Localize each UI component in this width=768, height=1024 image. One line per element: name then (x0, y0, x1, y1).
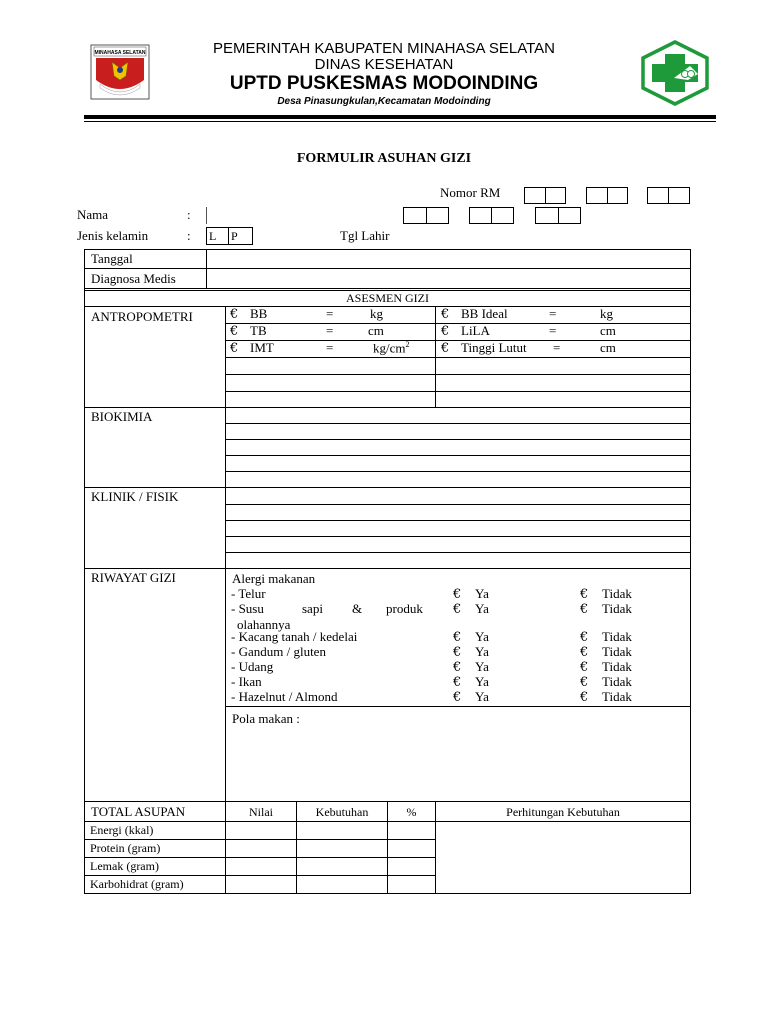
ya-telur-label: Ya (475, 586, 489, 601)
ya-ikan-checkbox-icon[interactable]: € (453, 675, 462, 690)
tidak-udang-checkbox-icon[interactable]: € (580, 660, 589, 675)
biokimia-label: BIOKIMIA (91, 409, 153, 424)
tanggal-label: Tanggal (91, 251, 133, 266)
total-asupan-label: TOTAL ASUPAN (91, 804, 186, 819)
pola-makan-label: Pola makan : (232, 711, 300, 726)
option-ya-kacang[interactable] (453, 629, 489, 645)
tb-label: TB (250, 323, 267, 338)
lila-eq: = (549, 323, 557, 338)
header-line-institution: UPTD PUSKESMAS MODOINDING (229, 73, 539, 94)
checkbox-bb-ideal-icon[interactable]: € (441, 307, 450, 322)
nama-field[interactable] (206, 207, 207, 224)
regency-logo-text: MINAHASA SELATAN (94, 50, 146, 56)
nutrient-energi: Energi (kkal) (90, 823, 154, 837)
tidak-hazelnut-label: Tidak (602, 689, 632, 704)
header-address: Desa Pinasungkulan,Kecamatan Modoinding (277, 96, 491, 107)
diagnosa-field[interactable] (207, 269, 690, 288)
tidak-susu-checkbox-icon[interactable]: € (580, 602, 589, 617)
anthro-row-tinggi-lutut[interactable] (441, 340, 616, 356)
ya-susu-checkbox-icon[interactable]: € (453, 602, 462, 617)
klinik-fisik-field[interactable] (226, 488, 690, 568)
ya-hazelnut-label: Ya (475, 689, 489, 704)
gender-l-option[interactable]: L (209, 229, 217, 243)
checkbox-imt-icon[interactable]: € (230, 341, 239, 356)
allergy-susu-word-2: sapi (302, 601, 323, 616)
option-tidak-gandum[interactable] (580, 644, 632, 660)
option-ya-ikan[interactable] (453, 674, 489, 690)
allergy-susu-word-1: - Susu (231, 601, 264, 616)
bb-ideal-unit: kg (600, 306, 613, 321)
ya-udang-label: Ya (475, 659, 489, 674)
imt-unit-sup: 2 (405, 340, 410, 349)
allergy-gandum: - Gandum / gluten (231, 644, 326, 659)
nama-colon: : (187, 207, 191, 222)
checkbox-lila-icon[interactable]: € (441, 324, 450, 339)
date-box-3[interactable] (535, 207, 581, 224)
option-tidak-hazelnut[interactable] (580, 689, 632, 705)
bb-ideal-label: BB Ideal (461, 306, 508, 321)
allergy-ikan: - Ikan (231, 674, 262, 689)
tgl-lahir-label: Tgl Lahir (340, 228, 390, 243)
date-box-2[interactable] (469, 207, 514, 224)
header-divider (84, 115, 716, 119)
allergy-kacang: - Kacang tanah / kedelai (231, 629, 358, 644)
bb-label: BB (250, 306, 268, 321)
tanggal-field[interactable] (207, 250, 690, 268)
jenis-kelamin-colon: : (187, 228, 191, 243)
tidak-kacang-checkbox-icon[interactable]: € (580, 630, 589, 645)
rm-box-3[interactable] (647, 187, 690, 204)
option-tidak-udang[interactable] (580, 659, 632, 675)
tidak-gandum-checkbox-icon[interactable]: € (580, 645, 589, 660)
bb-ideal-eq: = (549, 306, 557, 321)
tinggi-lutut-label: Tinggi Lutut (461, 340, 527, 355)
ya-susu-label: Ya (475, 601, 489, 616)
allergy-udang: - Udang (231, 659, 274, 674)
antropometri-label: ANTROPOMETRI (91, 309, 193, 324)
ya-telur-checkbox-icon[interactable]: € (453, 587, 462, 602)
ya-hazelnut-checkbox-icon[interactable]: € (453, 690, 462, 705)
rm-box-2[interactable] (586, 187, 628, 204)
kebutuhan-header: Kebutuhan (315, 805, 369, 819)
tinggi-lutut-unit: cm (600, 340, 616, 355)
tidak-telur-label: Tidak (602, 586, 632, 601)
lila-label: LiLA (461, 323, 490, 338)
anthro-row-lila[interactable] (441, 323, 616, 339)
biokimia-field[interactable] (226, 408, 690, 487)
anthro-row-imt[interactable] (230, 340, 430, 356)
asesmen-gizi-header: ASESMEN GIZI (346, 291, 429, 305)
header-line-government: PEMERINTAH KABUPATEN MINAHASA SELATAN (212, 40, 555, 57)
pola-makan-field[interactable] (226, 726, 690, 800)
tidak-gandum-label: Tidak (602, 644, 632, 659)
tidak-ikan-label: Tidak (602, 674, 632, 689)
checkbox-bb-icon[interactable]: € (230, 307, 239, 322)
imt-unit: kg/cm (373, 340, 406, 356)
percent-header: % (406, 805, 417, 819)
imt-eq: = (326, 340, 334, 355)
klinik-fisik-label: KLINIK / FISIK (91, 489, 179, 504)
perhitungan-header: Perhitungan Kebutuhan (506, 805, 620, 819)
option-ya-hazelnut[interactable] (453, 689, 489, 705)
nutrient-karbohidrat: Karbohidrat (gram) (90, 877, 184, 891)
allergy-hazelnut: - Hazelnut / Almond (231, 689, 338, 704)
nutrient-lemak: Lemak (gram) (90, 859, 159, 873)
tidak-telur-checkbox-icon[interactable]: € (580, 587, 589, 602)
tb-unit: cm (368, 323, 384, 338)
date-box-1[interactable] (403, 207, 449, 224)
allergy-telur: - Telur (231, 586, 266, 601)
tidak-ikan-checkbox-icon[interactable]: € (580, 675, 589, 690)
nilai-header: Nilai (249, 805, 273, 819)
ya-kacang-checkbox-icon[interactable]: € (453, 630, 462, 645)
tidak-hazelnut-checkbox-icon[interactable]: € (580, 690, 589, 705)
tidak-udang-label: Tidak (602, 659, 632, 674)
gender-selector[interactable] (206, 227, 253, 245)
option-tidak-telur[interactable] (580, 586, 632, 602)
option-tidak-kacang[interactable] (580, 629, 632, 645)
allergy-susu-word-3: & (352, 601, 363, 616)
jenis-kelamin-label: Jenis kelamin (77, 228, 149, 243)
tidak-kacang-label: Tidak (602, 629, 632, 644)
ya-gandum-checkbox-icon[interactable]: € (453, 645, 462, 660)
ya-ikan-label: Ya (475, 674, 489, 689)
option-ya-susu[interactable] (453, 601, 489, 617)
tidak-susu-label: Tidak (602, 601, 632, 616)
perhitungan-field[interactable] (436, 822, 690, 893)
rm-box-1[interactable] (524, 187, 566, 204)
imt-label: IMT (250, 340, 274, 355)
nama-label: Nama (77, 207, 109, 222)
ya-kacang-label: Ya (475, 629, 489, 644)
option-ya-udang[interactable] (453, 659, 489, 675)
ya-udang-checkbox-icon[interactable]: € (453, 660, 462, 675)
option-ya-telur[interactable] (453, 586, 489, 602)
tinggi-lutut-eq: = (553, 340, 561, 355)
option-tidak-ikan[interactable] (580, 674, 632, 690)
alergi-title: Alergi makanan (232, 571, 316, 586)
anthro-row-bb-ideal[interactable] (441, 306, 613, 322)
gender-p-option[interactable]: P (231, 229, 238, 243)
anthro-row-bb[interactable] (230, 306, 383, 322)
bb-unit: kg (370, 306, 383, 321)
option-tidak-susu[interactable] (580, 601, 632, 617)
option-ya-gandum[interactable] (453, 644, 489, 660)
riwayat-gizi-label: RIWAYAT GIZI (91, 570, 176, 585)
diagnosa-label: Diagnosa Medis (91, 271, 176, 286)
puskesmas-logo (640, 40, 710, 106)
nutrient-protein: Protein (gram) (90, 841, 161, 855)
allergy-susu-word-4: produk (386, 601, 423, 616)
header-divider-thin (84, 121, 716, 122)
checkbox-tb-icon[interactable]: € (230, 324, 239, 339)
lila-unit: cm (600, 323, 616, 338)
ya-gandum-label: Ya (475, 644, 489, 659)
tb-eq: = (326, 323, 334, 338)
header-line-department: DINAS KESEHATAN (314, 56, 454, 73)
checkbox-tinggi-lutut-icon[interactable]: € (441, 341, 450, 356)
allergy-susu-word-5: olahannya (237, 617, 291, 632)
nomor-rm-label: Nomor RM (440, 185, 501, 200)
form-title: FORMULIR ASUHAN GIZI (296, 151, 472, 166)
anthro-row-tb[interactable] (230, 323, 384, 339)
bb-eq: = (326, 306, 334, 321)
